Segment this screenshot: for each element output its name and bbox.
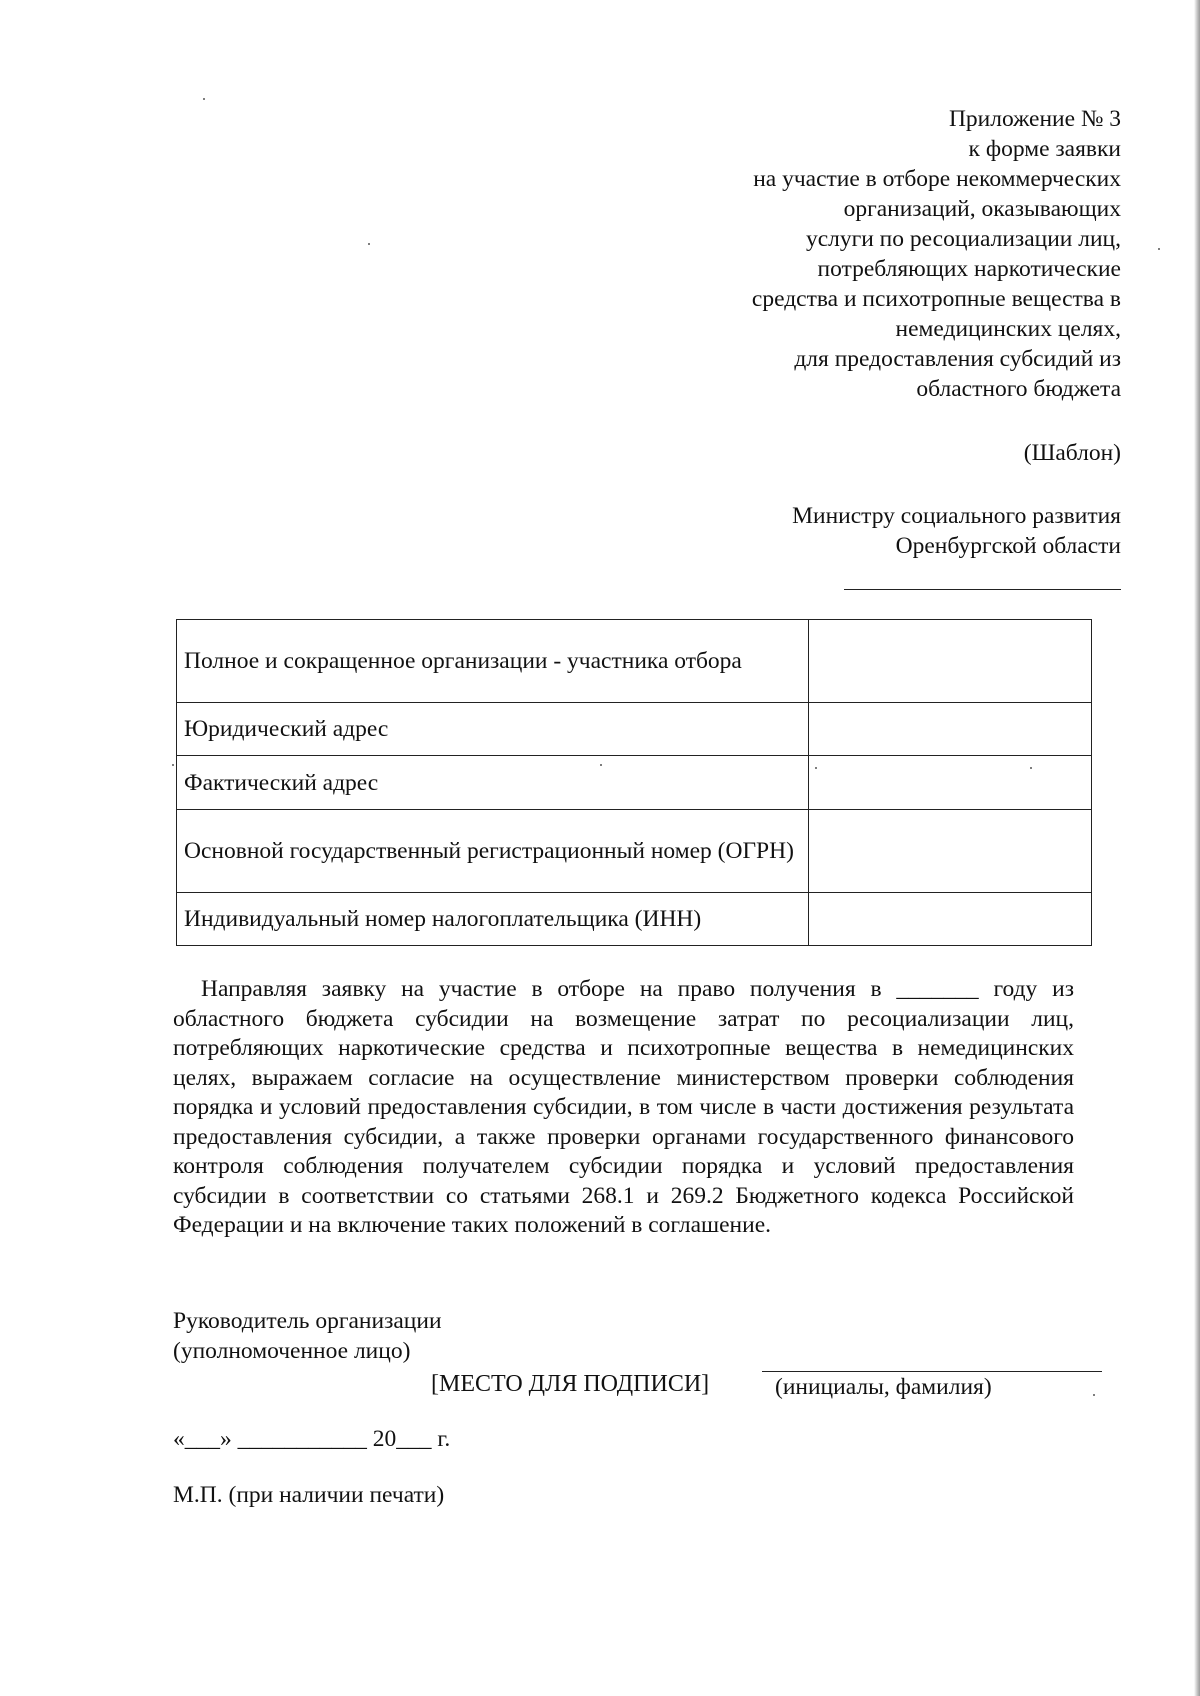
template-note: (Шаблон) (1023, 440, 1121, 466)
inn-label: Индивидуальный номер налогоплательщика (ИНН) (177, 893, 809, 946)
signer-title: Руководитель организации (173, 1308, 442, 1334)
inn-field[interactable] (808, 893, 1092, 946)
table-row (177, 620, 1092, 703)
scan-speck (600, 764, 602, 766)
ogrn-field[interactable] (808, 810, 1092, 893)
signature-caption: (инициалы, фамилия) (775, 1374, 992, 1400)
header-line: Приложение № 3 (948, 106, 1121, 132)
scan-speck (172, 764, 174, 766)
consent-paragraph: Направляя заявку на участие в отборе на право получения в _______ году из областного бюджета субсидии на возмещение затрат по ресоциализации лиц, потребляющих наркотические средства и психотропные вещества в немедицинских целях, выражаем согласие на осуществление министерством проверки соблюдения порядка и условий предоставления субсидии, в том числе в части достижения результата предоставления субсидии, а также проверки органами государственного финансового контроля соблюдения получателем субсидии порядка и условий предоставления субсидии в соответствии со статьями 268.1 и 269.2 Бюджетного кодекса Российской Федерации и на включение таких положений в соглашение. (173, 976, 1074, 1238)
header-line: услуги по ресоциализации лиц, (805, 226, 1121, 252)
scan-speck (203, 98, 205, 100)
date-line[interactable]: «___» ___________ 20___ г. (173, 1426, 451, 1452)
addressee-line: Министру социального развития (792, 503, 1121, 529)
table-row (177, 756, 1092, 810)
addressee-block (792, 501, 1121, 561)
header-line: потребляющих наркотические (817, 256, 1121, 282)
legal-address-label: Юридический адрес (177, 703, 809, 756)
signer-block (173, 1306, 442, 1366)
header-line: к форме заявки (968, 136, 1121, 162)
scan-speck (815, 767, 817, 769)
signer-subtitle: (уполномоченное лицо) (173, 1338, 411, 1364)
addressee-name-blank-line[interactable] (844, 589, 1121, 590)
scan-edge-shadow (1194, 0, 1200, 1696)
organization-info-table (176, 619, 1092, 946)
scan-speck (1030, 767, 1032, 769)
org-name-label: Полное и сокращенное организации - участника отбора (177, 620, 809, 703)
appendix-header (561, 104, 1121, 404)
scan-speck (1093, 1394, 1095, 1396)
table-row (177, 893, 1092, 946)
header-line: немедицинских целях, (895, 316, 1121, 342)
header-line: средства и психотропные вещества в (751, 286, 1121, 312)
actual-address-field[interactable] (808, 756, 1092, 810)
header-line: областного бюджета (916, 376, 1121, 402)
scan-speck (368, 243, 370, 245)
addressee-line: Оренбургской области (895, 533, 1121, 559)
ogrn-label: Основной государственный регистрационный номер (ОГРН) (177, 810, 809, 893)
stamp-note: М.П. (при наличии печати) (173, 1482, 445, 1508)
table-row (177, 810, 1092, 893)
scan-speck (1158, 248, 1160, 250)
header-line: организаций, оказывающих (843, 196, 1121, 222)
legal-address-field[interactable] (808, 703, 1092, 756)
org-name-field[interactable] (808, 620, 1092, 703)
signature-placeholder[interactable]: [МЕСТО ДЛЯ ПОДПИСИ] (431, 1371, 710, 1397)
signature-name-blank-line[interactable] (762, 1371, 1102, 1372)
header-line: для предоставления субсидий из (794, 346, 1121, 372)
table-row (177, 703, 1092, 756)
header-line: на участие в отборе некоммерческих (753, 166, 1121, 192)
actual-address-label: Фактический адрес (177, 756, 809, 810)
